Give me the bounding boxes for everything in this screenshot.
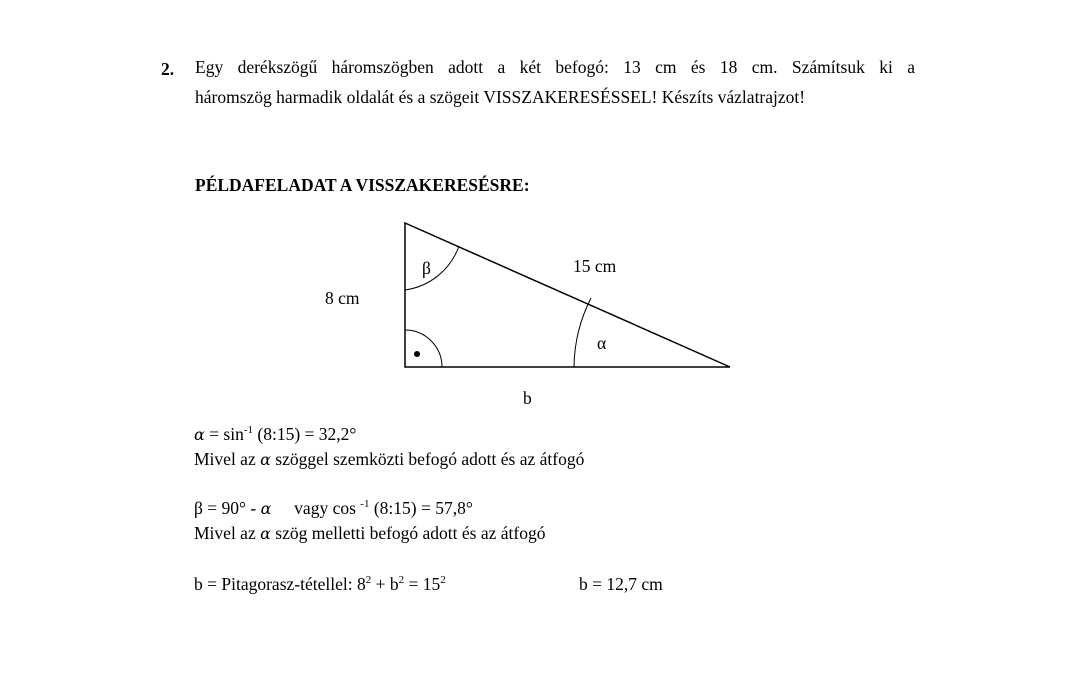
alpha-note xyxy=(194,451,584,469)
beta-eq-part-2: vagy cos xyxy=(294,498,356,518)
beta-note-part-2: szög melletti befogó adott és az átfogó xyxy=(275,523,546,543)
triangle-shape xyxy=(405,223,730,367)
alpha-eq-part-1: = sin xyxy=(209,424,244,444)
b-eq-sup-3: 2 xyxy=(440,574,446,586)
beta-equation xyxy=(194,500,473,518)
alpha-note-symbol: α xyxy=(260,450,271,469)
beta-eq-part-3: (8:15) = 57,8° xyxy=(373,498,473,518)
beta-note-part-1: Mivel az xyxy=(194,523,256,543)
b-eq-part-3: = 15 xyxy=(408,574,441,594)
b-eq-sup-2: 2 xyxy=(398,574,405,586)
alpha-note-part-2: szöggel szemközti befogó adott és az átfogó xyxy=(275,449,585,469)
alpha-label: α xyxy=(597,333,607,353)
b-equation xyxy=(194,576,446,594)
right-angle-dot xyxy=(414,351,420,357)
b-eq-part-1: b = Pitagorasz-tétellel: 8 xyxy=(194,574,366,594)
b-eq-part-2: + b xyxy=(375,574,399,594)
beta-note xyxy=(194,525,545,543)
problem-number: 2. xyxy=(161,59,175,79)
problem-text-line-2: háromszög harmadik oldalát és a szögeit VISSZAKERESÉSSEL! Készíts vázlatrajzot! xyxy=(195,87,806,107)
alpha-angle-arc xyxy=(574,298,591,367)
hypotenuse-label: 15 cm xyxy=(573,256,617,276)
b-eq-sup-1: 2 xyxy=(365,574,372,586)
beta-eq-part-1: β = 90° - xyxy=(194,498,257,518)
alpha-symbol: α xyxy=(194,425,205,444)
beta-note-symbol: α xyxy=(260,524,271,543)
beta-eq-alpha-symbol: α xyxy=(260,499,272,518)
b-result: b = 12,7 cm xyxy=(579,574,663,594)
alpha-note-part-1: Mivel az xyxy=(194,449,256,469)
beta-label: β xyxy=(422,258,431,278)
alpha-eq-part-2: (8:15) = 32,2° xyxy=(257,424,357,444)
example-heading: PÉLDAFELADAT A VISSZAKERESÉSRE: xyxy=(195,175,530,195)
vertical-leg-label: 8 cm xyxy=(325,288,360,308)
horizontal-leg-label: b xyxy=(523,388,532,408)
problem-text-line-1: Egy derékszögű háromszögben adott a két befogó: 13 cm és 18 cm. Számítsuk ki a xyxy=(195,57,915,77)
beta-eq-sup: -1 xyxy=(360,498,370,510)
beta-angle-arc xyxy=(405,246,459,290)
right-angle-arc xyxy=(405,330,442,367)
alpha-eq-sup: -1 xyxy=(243,424,254,436)
alpha-equation xyxy=(194,426,356,444)
